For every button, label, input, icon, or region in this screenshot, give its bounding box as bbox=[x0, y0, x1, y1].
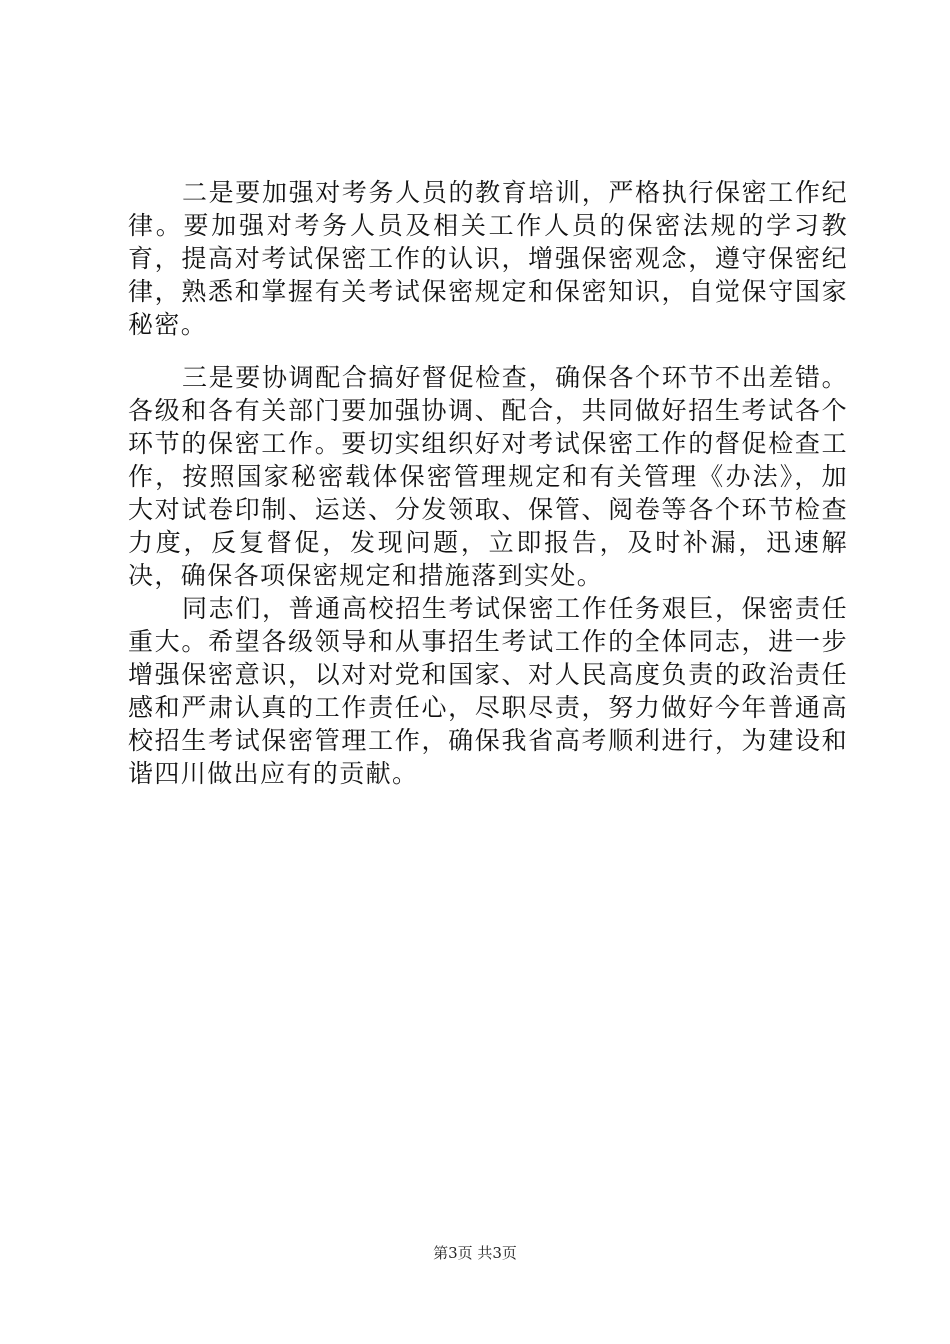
page-number-footer: 第3页 共3页 bbox=[433, 1244, 517, 1262]
paragraph-education-training: 二是要加强对考务人员的教育培训，严格执行保密工作纪律。要加强对考务人员及相关工作人员的保密法规的学习教育，提高对考试保密工作的认识，增强保密观念，遵守保密纪律，熟悉和掌握有关考试保密规定和保密知识，自觉保守国家秘密。 bbox=[128, 178, 848, 339]
paragraph-closing-remarks: 同志们，普通高校招生考试保密工作任务艰巨，保密责任重大。希望各级领导和从事招生考试工作的全体同志，进一步增强保密意识，以对对党和国家、对人民高度负责的政治责任感和严肃认真的工作责任心，尽职尽责，努力做好今年普通高校招生考试保密管理工作，确保我省高考顺利进行，为建设和谐四川做出应有的贡献。 bbox=[128, 594, 848, 788]
paragraph-coordination-inspection: 三是要协调配合搞好督促检查，确保各个环节不出差错。各级和各有关部门要加强协调、配合，共同做好招生考试各个环节的保密工作。要切实组织好对考试保密工作的督促检查工作，按照国家秘密载体保密管理规定和有关管理《办法》，加大对试卷印制、运送、分发领取、保管、阅卷等各个环节检查力度，反复督促，发现问题，立即报告，及时补漏，迅速解决，确保各项保密规定和措施落到实处。 bbox=[128, 363, 848, 590]
document-body bbox=[128, 176, 848, 790]
